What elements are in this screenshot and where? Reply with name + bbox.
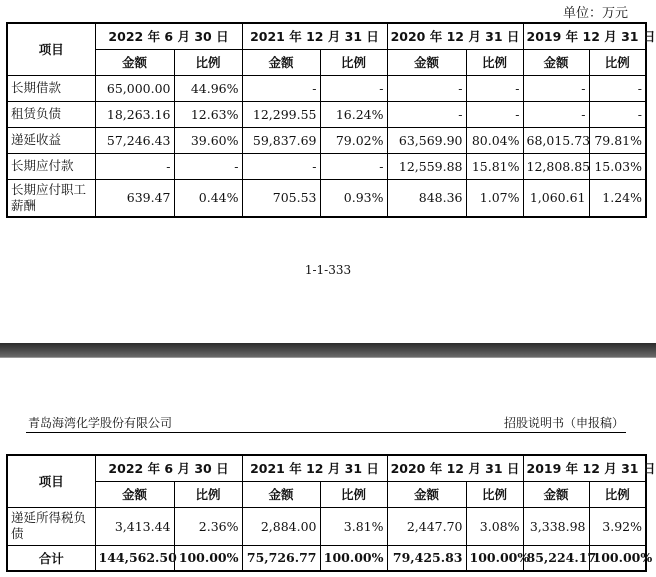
header-ratio: 比例 <box>174 49 242 75</box>
table-row <box>7 127 646 153</box>
cell: - <box>320 75 387 101</box>
cell: 44.96% <box>174 75 242 101</box>
total-cell: 144,562.50 <box>95 545 174 571</box>
row-name: 长期应付款 <box>7 153 95 179</box>
cell: 639.47 <box>95 179 174 217</box>
page-divider-line <box>0 357 656 358</box>
cell: - <box>589 101 646 127</box>
header-amount: 金额 <box>242 49 320 75</box>
table-row <box>7 75 646 101</box>
cell: 705.53 <box>242 179 320 217</box>
total-label: 合计 <box>7 545 95 571</box>
cell: 18,263.16 <box>95 101 174 127</box>
cell: 79.02% <box>320 127 387 153</box>
cell: - <box>466 75 523 101</box>
header-period-2020: 2020 年 12 月 31 日 <box>387 23 523 49</box>
header-period-2022: 2022 年 6 月 30 日 <box>95 23 242 49</box>
cell: 2,884.00 <box>242 507 320 545</box>
header-period-2020: 2020 年 12 月 31 日 <box>387 455 523 481</box>
cell: 68,015.73 <box>523 127 589 153</box>
cell: - <box>242 153 320 179</box>
cell: 3.08% <box>466 507 523 545</box>
cell: 1,060.61 <box>523 179 589 217</box>
cell: 65,000.00 <box>95 75 174 101</box>
header-ratio: 比例 <box>320 49 387 75</box>
row-name: 递延所得税负债 <box>7 507 95 545</box>
cell: - <box>589 75 646 101</box>
total-row <box>7 545 646 571</box>
cell: 57,246.43 <box>95 127 174 153</box>
header-rule <box>26 432 626 433</box>
total-cell: 75,726.77 <box>242 545 320 571</box>
row-name: 租赁负债 <box>7 101 95 127</box>
header-amount: 金额 <box>523 481 589 507</box>
header-ratio: 比例 <box>320 481 387 507</box>
total-cell: 79,425.83 <box>387 545 466 571</box>
cell: 1.07% <box>466 179 523 217</box>
cell: - <box>523 101 589 127</box>
header-period-2019: 2019 年 12 月 31 日 <box>523 455 646 481</box>
cell: - <box>523 75 589 101</box>
total-cell: 100.00% <box>174 545 242 571</box>
header-period-2021: 2021 年 12 月 31 日 <box>242 455 387 481</box>
header-amount: 金额 <box>387 49 466 75</box>
unit-label: 单位：万元 <box>562 6 628 21</box>
total-cell: 100.00% <box>466 545 523 571</box>
header-item: 项目 <box>7 23 95 75</box>
cell: 80.04% <box>466 127 523 153</box>
cell: 1.24% <box>589 179 646 217</box>
cell: 79.81% <box>589 127 646 153</box>
table-row <box>7 179 646 217</box>
cell: 3.92% <box>589 507 646 545</box>
company-name: 青岛海湾化学股份有限公司 <box>28 416 173 430</box>
cell: 15.03% <box>589 153 646 179</box>
header-ratio: 比例 <box>466 49 523 75</box>
header-period-2019: 2019 年 12 月 31 日 <box>523 23 646 49</box>
cell: - <box>174 153 242 179</box>
row-name: 长期应付职工薪酬 <box>7 179 95 217</box>
header-period-2021: 2021 年 12 月 31 日 <box>242 23 387 49</box>
header-amount: 金额 <box>523 49 589 75</box>
header-amount: 金额 <box>387 481 466 507</box>
header-ratio: 比例 <box>174 481 242 507</box>
cell: - <box>387 75 466 101</box>
cell: - <box>387 101 466 127</box>
cell: 59,837.69 <box>242 127 320 153</box>
header-amount: 金额 <box>95 481 174 507</box>
cell: - <box>320 153 387 179</box>
table-row <box>7 153 646 179</box>
total-cell: 85,224.17 <box>523 545 589 571</box>
header-ratio: 比例 <box>466 481 523 507</box>
cell: 2.36% <box>174 507 242 545</box>
cell: 16.24% <box>320 101 387 127</box>
cell: 39.60% <box>174 127 242 153</box>
cell: 0.44% <box>174 179 242 217</box>
page-divider <box>0 343 656 357</box>
liabilities-table-bottom <box>6 454 656 572</box>
cell: 12.63% <box>174 101 242 127</box>
cell: - <box>466 101 523 127</box>
liabilities-table-top <box>6 22 656 218</box>
cell: 848.36 <box>387 179 466 217</box>
cell: 3,413.44 <box>95 507 174 545</box>
header-amount: 金额 <box>242 481 320 507</box>
header-period-2022: 2022 年 6 月 30 日 <box>95 455 242 481</box>
page-number: 1-1-333 <box>304 263 352 277</box>
cell: 3,338.98 <box>523 507 589 545</box>
cell: - <box>242 75 320 101</box>
document-title: 招股说明书（申报稿） <box>503 416 624 430</box>
cell: 12,559.88 <box>387 153 466 179</box>
cell: 63,569.90 <box>387 127 466 153</box>
row-name: 递延收益 <box>7 127 95 153</box>
header-amount: 金额 <box>95 49 174 75</box>
header-item: 项目 <box>7 455 95 507</box>
total-cell: 100.00% <box>589 545 646 571</box>
header-ratio: 比例 <box>589 481 646 507</box>
table-row <box>7 507 646 545</box>
cell: 3.81% <box>320 507 387 545</box>
table-row <box>7 101 646 127</box>
cell: - <box>95 153 174 179</box>
cell: 0.93% <box>320 179 387 217</box>
header-ratio: 比例 <box>589 49 646 75</box>
row-name: 长期借款 <box>7 75 95 101</box>
cell: 12,808.85 <box>523 153 589 179</box>
total-cell: 100.00% <box>320 545 387 571</box>
cell: 15.81% <box>466 153 523 179</box>
cell: 12,299.55 <box>242 101 320 127</box>
cell: 2,447.70 <box>387 507 466 545</box>
